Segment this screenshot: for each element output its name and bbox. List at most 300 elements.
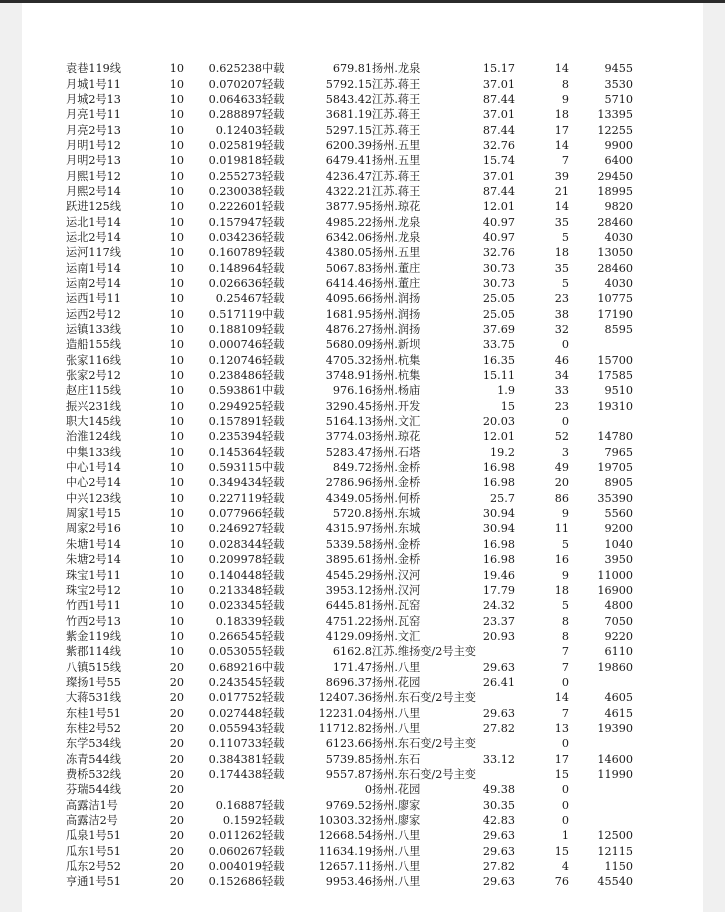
voltage-kv-cell: 20 <box>169 860 184 874</box>
load-status-cell: 轻载 <box>262 415 285 429</box>
capacity-kva-cell: 4605 <box>604 691 633 705</box>
line-name-cell: 运镇133线 <box>66 323 121 337</box>
table-row <box>66 138 633 153</box>
customer-count-cell: 7 <box>561 706 569 720</box>
load-status-cell: 轻载 <box>262 184 285 198</box>
spare-capacity-cell: 5283.47 <box>325 445 372 459</box>
load-status-cell: 轻载 <box>262 583 285 597</box>
capacity-kva-cell: 9220 <box>604 629 633 643</box>
load-rate-cell: 0.000746 <box>208 338 262 352</box>
load-status-cell: 轻载 <box>262 645 285 659</box>
table-row <box>66 798 633 813</box>
load-rate-cell: 0.034236 <box>208 230 262 244</box>
line-name-cell: 周家2号16 <box>66 522 121 536</box>
table-row <box>66 521 633 536</box>
table-row <box>66 245 633 260</box>
customer-count-cell: 5 <box>561 599 569 613</box>
substation-cell: 扬州.八里 <box>372 860 421 874</box>
spare-capacity-cell: 3895.61 <box>325 553 372 567</box>
load-status-cell: 中载 <box>262 62 285 76</box>
customer-count-cell: 32 <box>554 323 569 337</box>
spare-capacity-cell: 1681.95 <box>325 307 372 321</box>
spare-capacity-cell: 5164.13 <box>325 415 372 429</box>
voltage-kv-cell: 10 <box>169 645 184 659</box>
substation-load-cell: 87.44 <box>482 184 515 198</box>
customer-count-cell: 15 <box>554 767 569 781</box>
line-name-cell: 瓜泉1号51 <box>66 829 121 843</box>
load-rate-cell: 0.12403 <box>215 123 262 137</box>
capacity-kva-cell: 13050 <box>597 246 633 260</box>
table-row <box>66 675 633 690</box>
table-row <box>66 399 633 414</box>
customer-count-cell: 49 <box>554 461 569 475</box>
substation-cell: 扬州.八里 <box>372 660 421 674</box>
load-rate-cell: 0.152686 <box>208 875 262 889</box>
voltage-kv-cell: 10 <box>169 184 184 198</box>
voltage-kv-cell: 10 <box>169 230 184 244</box>
substation-load-cell: 29.63 <box>482 660 515 674</box>
substation-cell: 扬州.五里 <box>372 154 421 168</box>
load-rate-cell: 0.004019 <box>208 860 262 874</box>
load-status-cell: 轻载 <box>262 276 285 290</box>
spare-capacity-cell: 5297.15 <box>325 123 372 137</box>
substation-load-cell: 27.82 <box>482 860 515 874</box>
load-rate-cell: 0.384381 <box>208 752 262 766</box>
customer-count-cell: 11 <box>554 522 569 536</box>
substation-cell: 扬州.文汇 <box>372 629 421 643</box>
line-name-cell: 竹西2号13 <box>66 614 121 628</box>
line-name-cell: 运西2号12 <box>66 307 121 321</box>
capacity-kva-cell: 4030 <box>604 230 633 244</box>
customer-count-cell: 20 <box>554 476 569 490</box>
customer-count-cell: 46 <box>554 353 569 367</box>
capacity-kva-cell: 28460 <box>597 215 633 229</box>
customer-count-cell: 0 <box>561 415 569 429</box>
substation-load-cell: 16.98 <box>482 461 515 475</box>
substation-load-cell: 32.76 <box>482 246 515 260</box>
capacity-kva-cell <box>569 414 633 429</box>
substation-load-cell: 32.76 <box>482 138 515 152</box>
load-rate-cell: 0.120746 <box>208 353 262 367</box>
customer-count-cell: 33 <box>554 384 569 398</box>
customer-count-cell: 0 <box>561 675 569 689</box>
customer-count-cell: 18 <box>554 583 569 597</box>
spare-capacity-cell: 976.16 <box>332 384 372 398</box>
voltage-kv-cell: 10 <box>169 215 184 229</box>
substation-cell: 扬州.八里 <box>372 875 421 889</box>
spare-capacity-cell: 6479.41 <box>325 154 372 168</box>
load-rate-cell: 0.227119 <box>208 491 262 505</box>
load-rate-cell: 0.019818 <box>208 154 262 168</box>
substation-load-cell: 20.93 <box>482 629 515 643</box>
line-name-cell: 治淮124线 <box>66 430 121 444</box>
line-name-cell: 张家116线 <box>66 353 121 367</box>
table-row <box>66 705 633 720</box>
substation-cell: 扬州.杭集 <box>372 353 421 367</box>
load-status-cell: 轻载 <box>262 721 285 735</box>
table-row <box>66 491 633 506</box>
substation-cell: 扬州.润扬 <box>372 292 421 306</box>
load-rate-cell: 0.070207 <box>208 77 262 91</box>
line-name-cell: 运南1号14 <box>66 261 121 275</box>
load-status-cell: 轻载 <box>262 752 285 766</box>
spare-capacity-cell: 10303.32 <box>318 814 372 828</box>
spare-capacity-cell: 12657.11 <box>318 860 372 874</box>
voltage-kv-cell: 10 <box>169 537 184 551</box>
substation-load-cell: 26.41 <box>482 675 515 689</box>
voltage-kv-cell: 10 <box>169 384 184 398</box>
load-status-cell: 轻载 <box>262 844 285 858</box>
load-rate-cell: 0.053055 <box>208 645 262 659</box>
load-status-cell: 中载 <box>262 660 285 674</box>
substation-cell: 扬州.何桥 <box>372 491 421 505</box>
table-row <box>66 859 633 874</box>
load-rate-cell: 0.235394 <box>208 430 262 444</box>
line-name-cell: 紫金119线 <box>66 629 121 643</box>
table-row <box>66 690 633 705</box>
voltage-kv-cell: 20 <box>169 829 184 843</box>
substation-load-cell: 23.37 <box>482 614 515 628</box>
line-name-cell: 月城2号13 <box>66 92 121 106</box>
table-row <box>66 291 633 306</box>
line-name-cell: 东桂2号52 <box>66 721 121 735</box>
capacity-kva-cell: 3950 <box>604 553 633 567</box>
substation-load-cell: 40.97 <box>482 215 515 229</box>
customer-count-cell: 9 <box>561 92 569 106</box>
substation-cell: 扬州.廖家 <box>372 798 421 812</box>
capacity-kva-cell: 8905 <box>604 476 633 490</box>
load-rate-cell: 0.230038 <box>208 184 262 198</box>
load-rate-cell: 0.349434 <box>208 476 262 490</box>
substation-cell: 扬州.董庄 <box>372 276 421 290</box>
line-name-cell: 中兴123线 <box>66 491 121 505</box>
customer-count-cell: 38 <box>554 307 569 321</box>
substation-cell: 江苏.蒋王 <box>372 108 421 122</box>
customer-count-cell: 5 <box>561 537 569 551</box>
line-name-cell: 月亮1号11 <box>66 108 121 122</box>
spare-capacity-cell: 8696.37 <box>325 675 372 689</box>
table-row <box>66 92 633 107</box>
spare-capacity-cell: 0 <box>364 783 372 797</box>
load-rate-cell: 0.064633 <box>208 92 262 106</box>
substation-load-cell: 29.63 <box>482 844 515 858</box>
spare-capacity-cell: 3681.19 <box>325 108 372 122</box>
line-name-cell: 朱塘1号14 <box>66 537 121 551</box>
spare-capacity-cell: 2786.96 <box>325 476 372 490</box>
substation-load-cell: 19.2 <box>490 445 515 459</box>
spare-capacity-cell: 11712.82 <box>318 721 372 735</box>
voltage-kv-cell: 20 <box>169 752 184 766</box>
capacity-kva-cell: 9900 <box>604 138 633 152</box>
substation-load-cell: 15.11 <box>482 369 515 383</box>
load-rate-cell: 0.023345 <box>208 599 262 613</box>
customer-count-cell: 9 <box>561 568 569 582</box>
line-name-cell: 中心1号14 <box>66 461 121 475</box>
load-rate-cell <box>184 782 262 797</box>
line-name-cell: 振兴231线 <box>66 399 121 413</box>
table-row <box>66 107 633 122</box>
load-rate-cell: 0.160789 <box>208 246 262 260</box>
substation-load-cell: 20.03 <box>482 415 515 429</box>
substation-cell: 扬州.金桥 <box>372 537 421 551</box>
spare-capacity-cell: 3748.91 <box>325 369 372 383</box>
line-name-cell: 月亮2号13 <box>66 123 121 137</box>
table-row <box>66 644 633 659</box>
table-row <box>66 721 633 736</box>
voltage-kv-cell: 10 <box>169 62 184 76</box>
voltage-kv-cell: 10 <box>169 77 184 91</box>
voltage-kv-cell: 10 <box>169 629 184 643</box>
spare-capacity-cell: 4349.05 <box>325 491 372 505</box>
table-row <box>66 260 633 275</box>
line-name-cell: 月城1号11 <box>66 77 121 91</box>
load-status-cell: 轻载 <box>262 599 285 613</box>
spare-capacity-cell: 4985.22 <box>325 215 372 229</box>
voltage-kv-cell: 10 <box>169 169 184 183</box>
load-status-cell: 轻载 <box>262 215 285 229</box>
line-name-cell: 大蒋531线 <box>66 691 121 705</box>
line-name-cell: 跃进125线 <box>66 200 121 214</box>
spare-capacity-cell: 679.81 <box>332 62 372 76</box>
line-name-cell: 运北2号14 <box>66 230 121 244</box>
load-rate-cell: 0.145364 <box>208 445 262 459</box>
load-rate-cell: 0.689216 <box>208 660 262 674</box>
spare-capacity-cell: 11634.19 <box>318 844 372 858</box>
table-row <box>66 659 633 674</box>
spare-capacity-cell: 4705.32 <box>325 353 372 367</box>
substation-load-cell: 17.79 <box>482 583 515 597</box>
voltage-kv-cell: 20 <box>169 706 184 720</box>
load-rate-cell: 0.238486 <box>208 369 262 383</box>
voltage-kv-cell: 20 <box>169 721 184 735</box>
capacity-kva-cell: 9820 <box>604 200 633 214</box>
load-status-cell: 轻载 <box>262 706 285 720</box>
capacity-kva-cell: 3530 <box>604 77 633 91</box>
substation-cell: 扬州.八里 <box>372 829 421 843</box>
substation-cell: 扬州.杨庙 <box>372 384 421 398</box>
load-rate-cell: 0.25467 <box>215 292 262 306</box>
substation-load-cell: 37.01 <box>482 108 515 122</box>
voltage-kv-cell: 10 <box>169 415 184 429</box>
substation-cell: 扬州.瓦窑 <box>372 599 421 613</box>
substation-cell: 扬州.东城 <box>372 507 421 521</box>
substation-load-cell: 16.35 <box>482 353 515 367</box>
load-rate-cell: 0.246927 <box>208 522 262 536</box>
substation-cell: 扬州.文汇 <box>372 415 421 429</box>
voltage-kv-cell: 10 <box>169 261 184 275</box>
voltage-kv-cell: 10 <box>169 522 184 536</box>
spare-capacity-cell: 5739.85 <box>325 752 372 766</box>
substation-cell: 扬州.杭集 <box>372 369 421 383</box>
line-name-cell: 造船155线 <box>66 338 121 352</box>
table-row <box>66 598 633 613</box>
customer-count-cell: 17 <box>554 123 569 137</box>
line-name-cell: 中集133线 <box>66 445 121 459</box>
capacity-kva-cell: 29450 <box>597 169 633 183</box>
voltage-kv-cell: 10 <box>169 568 184 582</box>
line-name-cell: 运西1号11 <box>66 292 121 306</box>
spare-capacity-cell: 6200.39 <box>325 138 372 152</box>
spare-capacity-cell: 849.72 <box>332 461 372 475</box>
load-rate-cell: 0.027448 <box>208 706 262 720</box>
spare-capacity-cell: 5680.09 <box>325 338 372 352</box>
load-rate-cell: 0.174438 <box>208 767 262 781</box>
load-rate-cell: 0.18339 <box>215 614 262 628</box>
capacity-kva-cell: 4030 <box>604 276 633 290</box>
capacity-kva-cell: 12115 <box>597 844 633 858</box>
load-status-cell: 轻载 <box>262 353 285 367</box>
load-rate-cell: 0.060267 <box>208 844 262 858</box>
spare-capacity-cell: 6414.46 <box>325 276 372 290</box>
substation-cell: 江苏.维扬变/2号主变 <box>372 645 476 659</box>
table-row <box>66 629 633 644</box>
spare-capacity-cell: 3953.12 <box>325 583 372 597</box>
voltage-kv-cell: 10 <box>169 399 184 413</box>
voltage-kv-cell: 10 <box>169 338 184 352</box>
line-name-cell: 职大145线 <box>66 415 121 429</box>
substation-cell: 扬州.金桥 <box>372 476 421 490</box>
load-status-cell: 轻载 <box>262 292 285 306</box>
customer-count-cell: 15 <box>554 844 569 858</box>
load-status-cell: 轻载 <box>262 629 285 643</box>
load-rate-cell: 0.517119 <box>208 307 262 321</box>
voltage-kv-cell: 10 <box>169 430 184 444</box>
voltage-kv-cell: 10 <box>169 307 184 321</box>
spare-capacity-cell: 5067.83 <box>325 261 372 275</box>
voltage-kv-cell: 10 <box>169 461 184 475</box>
table-row <box>66 168 633 183</box>
voltage-kv-cell: 10 <box>169 445 184 459</box>
customer-count-cell: 7 <box>561 154 569 168</box>
substation-cell: 江苏.蒋王 <box>372 77 421 91</box>
load-status-cell: 中载 <box>262 307 285 321</box>
substation-cell: 扬州.东城 <box>372 522 421 536</box>
load-status-cell: 轻载 <box>262 154 285 168</box>
substation-load-cell: 30.73 <box>482 276 515 290</box>
table-row <box>66 552 633 567</box>
table-row <box>66 199 633 214</box>
voltage-kv-cell: 10 <box>169 491 184 505</box>
line-name-cell: 周家1号15 <box>66 507 121 521</box>
spare-capacity-cell: 4545.29 <box>325 568 372 582</box>
substation-load-cell: 16.98 <box>482 537 515 551</box>
substation-cell: 扬州.润扬 <box>372 307 421 321</box>
spare-capacity-cell: 6123.66 <box>325 737 372 751</box>
substation-cell: 扬州.八里 <box>372 706 421 720</box>
substation-cell: 扬州.八里 <box>372 844 421 858</box>
substation-load-cell: 15.17 <box>482 62 515 76</box>
substation-cell: 江苏.蒋王 <box>372 123 421 137</box>
substation-cell: 扬州.花园 <box>372 783 421 797</box>
table-row <box>66 828 633 843</box>
load-rate-cell: 0.266545 <box>208 629 262 643</box>
customer-count-cell: 16 <box>554 553 569 567</box>
substation-cell: 扬州.龙泉 <box>372 215 421 229</box>
spare-capacity-cell: 12668.54 <box>318 829 372 843</box>
customer-count-cell: 35 <box>554 215 569 229</box>
capacity-kva-cell: 1150 <box>604 860 633 874</box>
load-status-cell: 轻载 <box>262 814 285 828</box>
voltage-kv-cell: 10 <box>169 353 184 367</box>
substation-load-cell: 25.05 <box>482 307 515 321</box>
customer-count-cell: 14 <box>554 138 569 152</box>
spare-capacity-cell: 4876.27 <box>325 323 372 337</box>
load-status-cell: 轻载 <box>262 261 285 275</box>
capacity-kva-cell <box>569 675 633 690</box>
customer-count-cell: 76 <box>554 875 569 889</box>
line-name-cell: 月熙1号12 <box>66 169 121 183</box>
spare-capacity-cell: 5339.58 <box>325 537 372 551</box>
voltage-kv-cell: 20 <box>169 660 184 674</box>
load-status-cell: 轻载 <box>262 798 285 812</box>
spare-capacity-cell: 6342.06 <box>325 230 372 244</box>
line-name-cell: 运北1号14 <box>66 215 121 229</box>
substation-load-cell: 33.12 <box>482 752 515 766</box>
substation-load-cell: 29.63 <box>482 875 515 889</box>
voltage-kv-cell: 20 <box>169 814 184 828</box>
substation-cell: 扬州.五里 <box>372 138 421 152</box>
capacity-kva-cell: 5560 <box>604 507 633 521</box>
load-rate-cell: 0.017752 <box>208 691 262 705</box>
load-status-cell: 轻载 <box>262 169 285 183</box>
customer-count-cell: 52 <box>554 430 569 444</box>
customer-count-cell: 18 <box>554 108 569 122</box>
substation-load-cell: 49.38 <box>482 783 515 797</box>
document-page <box>22 3 703 912</box>
table-row <box>66 76 633 91</box>
substation-cell: 扬州.东石变/2号主变 <box>372 767 476 781</box>
substation-cell: 扬州.廖家 <box>372 814 421 828</box>
line-name-cell: 袁巷119线 <box>66 62 121 76</box>
capacity-kva-cell: 11990 <box>597 767 633 781</box>
capacity-kva-cell: 18995 <box>597 184 633 198</box>
substation-cell: 江苏.蒋王 <box>372 184 421 198</box>
substation-cell: 扬州.东石变/2号主变 <box>372 691 476 705</box>
voltage-kv-cell: 20 <box>169 798 184 812</box>
capacity-kva-cell: 19310 <box>597 399 633 413</box>
voltage-kv-cell: 10 <box>169 583 184 597</box>
load-rate-cell: 0.026636 <box>208 276 262 290</box>
spare-capacity-cell: 9953.46 <box>325 875 372 889</box>
table-row <box>66 767 633 782</box>
voltage-kv-cell: 10 <box>169 108 184 122</box>
voltage-kv-cell: 10 <box>169 614 184 628</box>
table-row <box>66 736 633 751</box>
load-rate-cell: 0.028344 <box>208 537 262 551</box>
spare-capacity-cell: 5792.15 <box>325 77 372 91</box>
voltage-kv-cell: 10 <box>169 123 184 137</box>
substation-load-cell: 87.44 <box>482 123 515 137</box>
capacity-kva-cell <box>569 798 633 813</box>
line-name-cell: 珠宝2号12 <box>66 583 121 597</box>
table-row <box>66 813 633 828</box>
customer-count-cell: 4 <box>561 860 569 874</box>
capacity-kva-cell: 9200 <box>604 522 633 536</box>
line-name-cell: 珠宝1号11 <box>66 568 121 582</box>
load-rate-cell: 0.157891 <box>208 415 262 429</box>
substation-load-cell <box>476 690 515 705</box>
load-status-cell: 中载 <box>262 461 285 475</box>
table-row <box>66 874 633 889</box>
load-status-cell: 轻载 <box>262 92 285 106</box>
substation-load-cell: 25.05 <box>482 292 515 306</box>
spare-capacity-cell: 5843.42 <box>325 92 372 106</box>
spare-capacity-cell: 3877.95 <box>325 200 372 214</box>
line-name-cell: 月熙2号14 <box>66 184 121 198</box>
load-status-cell: 轻载 <box>262 123 285 137</box>
customer-count-cell: 86 <box>554 491 569 505</box>
substation-load-cell: 24.32 <box>482 599 515 613</box>
